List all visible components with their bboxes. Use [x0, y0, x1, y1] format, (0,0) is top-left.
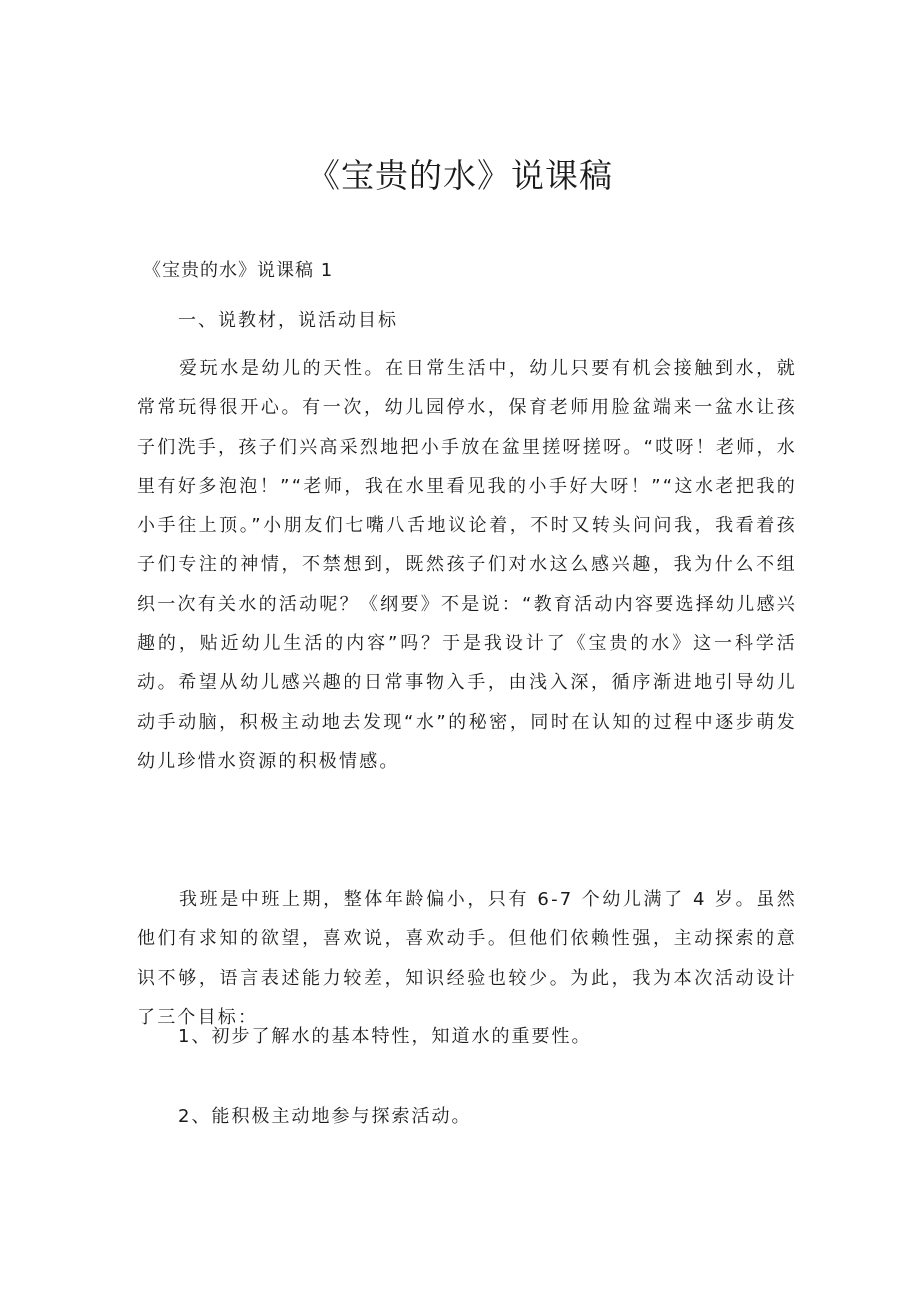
- lesson-subtitle: 《宝贵的水》说课稿 1: [143, 260, 334, 281]
- goal-item-1: 1、初步了解水的基本特性，知道水的重要性。: [178, 1026, 592, 1047]
- paragraph-class-analysis: 我班是中班上期，整体年龄偏小，只有 6-7 个幼儿满了 4 岁。虽然他们有求知的欲望，喜欢说，喜欢动手。但他们依赖性强，主动探索的意识不够，语言表述能力较差，知识经验也较少。为此，我为本次活动设计了三个目标：: [137, 889, 797, 1028]
- document-title: 《宝贵的水》说课稿: [307, 156, 613, 195]
- goal-item-2: 2、能积极主动地参与探索活动。: [178, 1106, 472, 1127]
- paragraph-background: 爱玩水是幼儿的天性。在日常生活中，幼儿只要有机会接触到水，就常常玩得很开心。有一次，幼儿园停水，保育老师用脸盆端来一盆水让孩子们洗手，孩子们兴高采烈地把小手放在盆里搓呀搓呀。“哎呀！老师，水里有好多泡泡！”“老师，我在水里看见我的小手好大呀！”“这水老把我的小手往上顶。”小朋友们七嘴八舌地议论着，不时又转头问问我，我看着孩子们专注的神情，不禁想到，既然孩子们对水这么感兴趣，我为什么不组织一次有关水的活动呢？《纲要》不是说：“教育活动内容要选择幼儿感兴趣的，贴近幼儿生活的内容”吗？于是我设计了《宝贵的水》这一科学活动。希望从幼儿感兴趣的日常事物入手，由浅入深，循序渐进地引导幼儿动手动脑，积极主动地去发现“水”的秘密，同时在认知的过程中逐步萌发幼儿珍惜水资源的积极情感。: [137, 358, 797, 772]
- section-heading: 一、说教材，说活动目标: [178, 310, 398, 331]
